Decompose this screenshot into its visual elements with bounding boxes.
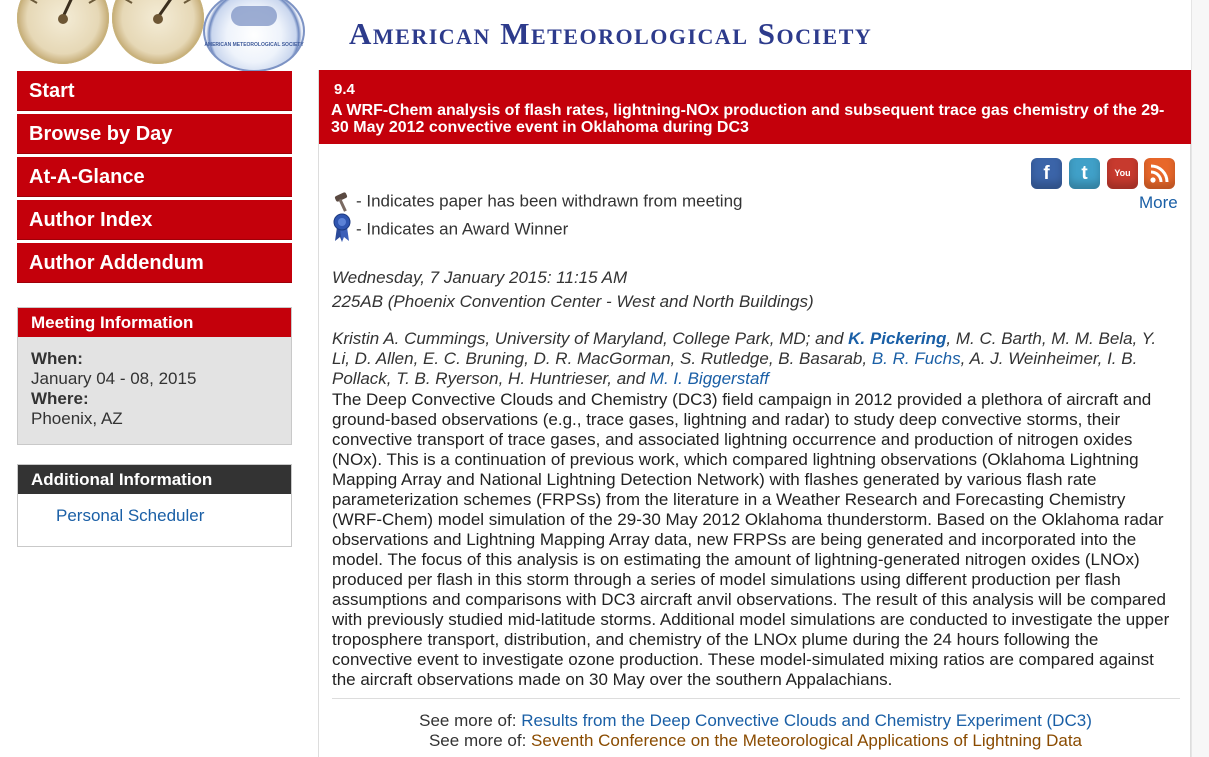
when-label: When: — [31, 349, 83, 368]
abstract-text: The Deep Convective Clouds and Chemistry (DC3) field campaign in 2012 provided a plethora of aircraft and ground-based observations (e.g., trace gases, lightning and radar) to study deep convective storms, their convective transport of trace gases, and associated lightning occurrence and production of nitrogen oxides (NOx). This is a continuation of previous work, which compared lightning observations (Oklahoma Lightning Mapping Array and National Lightning Detection Network) with flashes generated by various flash rate parameterization schemes (FRPSs) from the literature in a Weather Research and Forecasting Chemistry (WRF-Chem) model simulation of the 29-30 May 2012 Oklahoma thunderstorm. Based on the Oklahoma radar observations and Lightning Mapping Array data, new FRPSs are being generated and incorporated into the model. The focus of this analysis is on estimating the amount of lightning-generated nitrogen oxides (LNOx) produced per flash in this storm through a series of model simulations using different production per flash assumptions and comparisons with DC3 aircraft anvil observations. The result of this analysis will be compared with previously studied mid-latitude storms. Additional model simulations are conducted to investigate the upper troposphere transport, distribution, and chemistry of the LNOx plume during the 24 hours following the convective event to investigate ozone production. These model-simulated mixing ratios are compared against the aircraft observations made on 30 May over the southern Appalachians. — [332, 390, 1170, 689]
author-list: Kristin A. Cummings, University of Maryland, College Park, MD; and K. Pickering, M. C. Barth, M. M. Bela, Y. Li, D. Allen, E. C. Bruning, D. R. MacGorman, S. Rutledge, B. Basarab, B. R. Fuchs, A. J. Weinheimer, I. B. Pollack, T. B. Ryerson, H. Huntrieser, and M. I. Biggerstaff — [332, 329, 1157, 388]
paper-number: 9.4 — [334, 81, 355, 98]
meeting-info-box — [17, 307, 292, 445]
hygrometer-logo-icon — [112, 0, 204, 64]
see-more-session-link[interactable]: Results from the Deep Convective Clouds and Chemistry Experiment (DC3) — [521, 711, 1092, 730]
meeting-info-heading: Meeting Information — [18, 308, 291, 337]
author-link-fuchs[interactable]: B. R. Fuchs — [871, 349, 961, 368]
paper-header — [319, 70, 1192, 144]
twitter-icon[interactable]: t — [1069, 158, 1100, 189]
withdrawn-legend-text: - Indicates paper has been withdrawn from meeting — [356, 191, 743, 211]
paper-title: A WRF-Chem analysis of flash rates, lightning-NOx production and subsequent trace gas chemistry of the 29-30 May 2012 convective event in Oklahoma during DC3 — [331, 102, 1165, 136]
scrollbar[interactable] — [1191, 0, 1209, 757]
when-value: January 04 - 08, 2015 — [31, 369, 197, 388]
award-legend — [332, 219, 568, 241]
paper-panel — [318, 70, 1191, 757]
author-link-pickering[interactable]: K. Pickering — [848, 329, 947, 348]
nav-start[interactable]: Start — [17, 71, 292, 111]
session-location: 225AB (Phoenix Convention Center - West and North Buildings) — [332, 292, 814, 311]
see-more-conference: See more of: Seventh Conference on the Meteorological Applications of Lightning Data — [428, 731, 1083, 750]
gavel-icon — [332, 191, 352, 213]
award-legend-text: - Indicates an Award Winner — [356, 219, 569, 239]
where-value: Phoenix, AZ — [31, 409, 123, 428]
additional-info-box — [17, 464, 292, 547]
author-link-biggerstaff[interactable]: M. I. Biggerstaff — [649, 369, 769, 388]
see-more-session: See more of: Results from the Deep Convective Clouds and Chemistry Experiment (DC3) — [419, 711, 1092, 730]
rss-icon[interactable] — [1144, 158, 1175, 189]
nav-author-index[interactable]: Author Index — [17, 200, 292, 240]
nav-browse-by-day[interactable]: Browse by Day — [17, 114, 292, 154]
ams-seal-logo-icon — [203, 0, 305, 72]
session-datetime: Wednesday, 7 January 2015: 11:15 AM — [332, 268, 628, 287]
personal-scheduler-link[interactable]: Personal Scheduler — [56, 506, 205, 525]
site-header — [0, 0, 1209, 70]
more-share-link[interactable]: More — [1139, 193, 1178, 212]
seal-text: AMERICAN METEOROLOGICAL SOCIETY — [204, 42, 304, 48]
withdrawn-legend — [332, 191, 742, 213]
additional-info-heading: Additional Information — [18, 465, 291, 494]
barometer-logo-icon — [17, 0, 109, 64]
nav-author-addendum[interactable]: Author Addendum — [17, 243, 292, 283]
site-title[interactable]: American Meteorological Society — [349, 16, 873, 51]
youtube-icon[interactable]: You Tube — [1107, 158, 1138, 189]
see-more-conference-link[interactable]: Seventh Conference on the Meteorological Applications of Lightning Data — [531, 731, 1083, 750]
facebook-icon[interactable]: f — [1031, 158, 1062, 189]
where-label: Where: — [31, 389, 89, 408]
divider — [332, 698, 1180, 699]
award-ribbon-icon — [332, 219, 352, 241]
nav-at-a-glance[interactable]: At-A-Glance — [17, 157, 292, 197]
left-nav — [17, 71, 292, 286]
